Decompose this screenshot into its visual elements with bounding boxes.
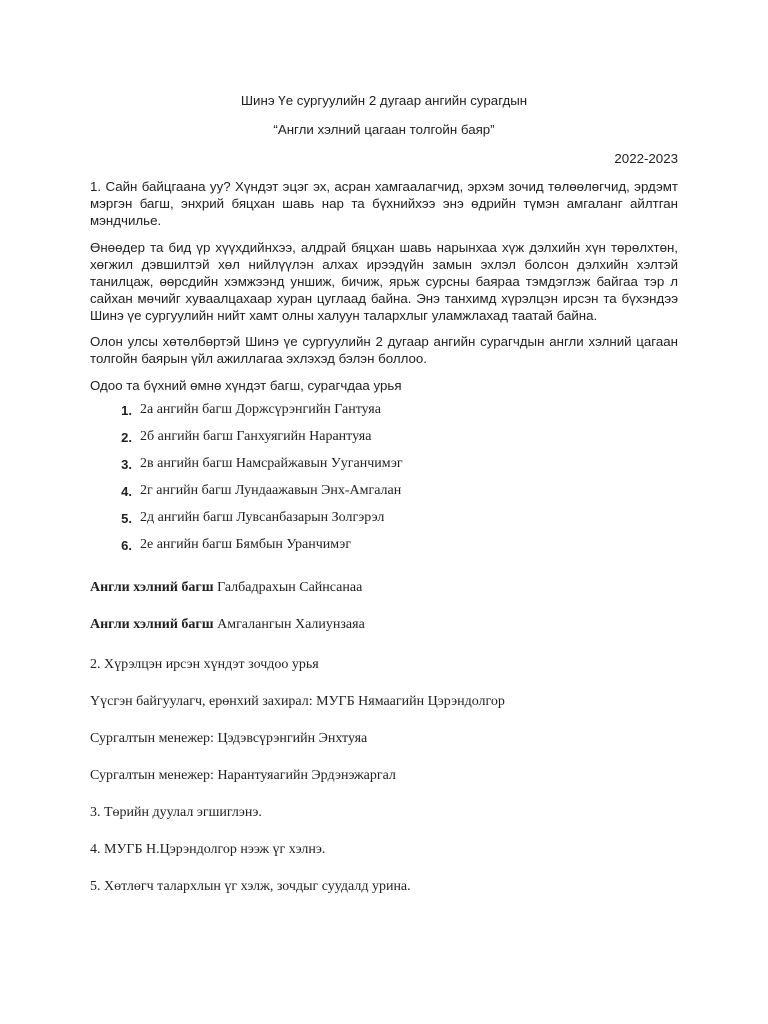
- list-number: 5.: [121, 511, 132, 526]
- guest-manager-2: Сургалтын менежер: Нарантуяагийн Эрдэнэжаргал: [90, 768, 396, 783]
- invite-teachers-line: Одоо та бүхний өмнө хүндэт багш, сурагчдаа урья: [90, 378, 402, 393]
- list-text: 2г ангийн багш Лундаажавын Энх-Амгалан: [140, 483, 402, 498]
- intro-paragraph: Өнөөдер та бид үр хүүхдийнхээ, алдрай бяцхан шавь нарынхаа хүж дэлхийн хүн төрөлхтөн, хөгжил дэвшилтэй хөл нийлүүлэн алхах ирээдүйн замын эхлэл болсон дэлхийн хэлтэй танилцаж, өөрсдийн хэмжээнд уншиж, бичиж, ярьж сурсны баяраа тэмдэглэж байгаа тэр л сайхан мөчийг хуваалцахаар хуран цуглаад байна. Энэ танхимд хүрэлцэн ирсэн та бүхэндээ Шинэ үе сургуулийн нийт хамт олны халуун талархлыг уламжлахад таатай байна.: [90, 240, 678, 323]
- guests-intro: 2. Хүрэлцэн ирсэн хүндэт зочдоо урья: [90, 657, 319, 672]
- teacher-name: Амгалангын Халиунзаяа: [213, 617, 365, 632]
- document-page: [90, 92, 678, 895]
- list-text: 2в ангийн багш Намсрайжавын Ууганчимэг: [140, 456, 403, 471]
- english-teacher-1: [90, 579, 678, 596]
- list-item: [90, 456, 678, 483]
- english-teacher-2: [90, 616, 678, 633]
- step-anthem: 3. Төрийн дуулал эгшиглэнэ.: [90, 805, 262, 820]
- list-text: 2е ангийн багш Бямбын Уранчимэг: [140, 537, 352, 552]
- list-item: [90, 537, 678, 564]
- list-item: [90, 429, 678, 456]
- list-text: 2а ангийн багш Доржсүрэнгийн Гантуяа: [140, 402, 381, 417]
- list-number: 3.: [121, 457, 132, 472]
- guest-founder: Үүсгэн байгуулагч, ерөнхий захирал: МУГБ Нямаагийн Цэрэндолгор: [90, 694, 505, 709]
- list-item: [90, 510, 678, 537]
- role-label: Англи хэлний багш: [90, 580, 214, 595]
- list-number: 6.: [121, 538, 132, 553]
- step-thanks: 5. Хөтлөгч талархлын үг хэлж, зочдыг суудалд урина.: [90, 879, 411, 894]
- list-number: 2.: [121, 430, 132, 445]
- teacher-name: Галбадрахын Сайнсанаа: [213, 580, 363, 595]
- list-text: 2б ангийн багш Ганхуягийн Нарантуяа: [140, 429, 372, 444]
- list-text: 2д ангийн багш Лувсанбазарын Золгэрэл: [140, 510, 385, 525]
- teacher-list: [90, 402, 678, 564]
- document-title-line1: Шинэ Үе сургуулийн 2 дугаар ангийн сурагдын: [240, 93, 528, 108]
- greeting-paragraph: 1. Сайн байцгаана уу? Хүндэт эцэг эх, асран хамгаалагчид, эрхэм зочид төлөөлөгчид, эрдэмт мэргэн багш, энхрий бяцхан шавь нар та бүхнийхээ энэ өдрийн түмэн амгаланг айлтган мэндчилье.: [90, 179, 678, 228]
- list-item: [90, 483, 678, 510]
- step-opening-speech: 4. МУГБ Н.Цэрэндолгор нээж үг хэлнэ.: [90, 842, 326, 857]
- list-number: 1.: [121, 403, 132, 418]
- document-title-line2: “Англи хэлний цагаан толгойн баяр”: [273, 122, 495, 137]
- guest-manager-1: Сургалтын менежер: Цэдэвсүрэнгийн Энхтуяа: [90, 731, 368, 746]
- list-number: 4.: [121, 484, 132, 499]
- event-start-paragraph: Олон улсы хөтөлбөртэй Шинэ үе сургуулийн 2 дугаар ангийн сурагчдын англи хэлний цагаан толгойн баярын үйл ажиллагаа эхлэхэд бэлэн боллоо.: [90, 334, 678, 366]
- school-year: 2022-2023: [614, 151, 678, 166]
- role-label: Англи хэлний багш: [90, 617, 214, 632]
- list-item: [90, 402, 678, 429]
